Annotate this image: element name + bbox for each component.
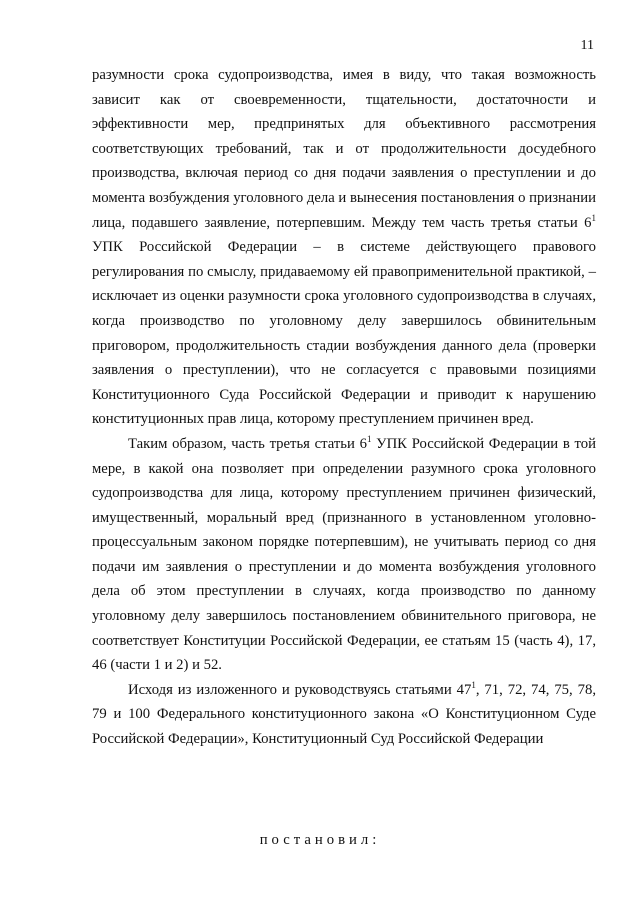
paragraph-legal-basis	[92, 678, 596, 752]
page-number: 11	[580, 38, 594, 53]
paragraph-reasonable-time	[92, 63, 596, 432]
document-body	[92, 63, 596, 752]
resolution-heading: постановил:	[259, 832, 381, 848]
superscript-index: 1	[366, 433, 372, 444]
paragraph-text: Таким образом, часть третья статьи 6	[128, 435, 367, 452]
paragraph-conclusion	[92, 432, 596, 678]
paragraph-text: , 71, 72, 74, 75, 78, 79 и 100 Федерального конституционного закона «О Конституционном Суде Российской Федерации», Конституционный Суд Российской Федерации	[92, 681, 597, 748]
paragraph-text: УПК Российской Федерации в той мере, в какой она позволяет при определении разумного срока уголовного судопроизводства для лица, которому преступлением причинен физический, имущественный, моральный вред (признанного в установленном уголовно-процессуальным законом порядке потерпевшим), не учитывать период со дня подачи им заявления о преступлении и до момента возбуждения уголовного дела об этом преступлении в случаях, когда производство по данному уголовному делу завершилось постановлением обвинительного приговора, не соответствует Конституции Российской Федерации, ее статьям 15 (часть 4), 17, 46 (части 1 и 2) и 52.	[92, 435, 596, 674]
paragraph-text: УПК Российской Федерации – в системе действующего правового регулирования по смыслу, придаваемому ей правоприменительной практикой, – исключает из оценки разумности срока уголовного судопроизводства в случаях, когда производство по уголовному делу завершилось обвинительным приговором, продолжительность стадии возбуждения данного дела (проверки заявления о преступлении), что не согласуется с правовыми позициями Конституционного Суда Российской Федерации и приводит к нарушению конституционных прав лица, которому преступлением причинен вред.	[92, 239, 596, 428]
paragraph-text: разумности срока судопроизводства, имея в виду, что такая возможность зависит как от своевременности, тщательности, достаточности и эффективности мер, предпринятых для объективного рассмотрения соответствующих требований, так и от продолжительности досудебного производства, включая период со дня подачи заявления о преступлении и до момента возбуждения уголовного дела и вынесения постановления о признании лица, подавшего заявление, потерпевшим. Между тем часть третья статьи 6	[92, 67, 596, 231]
paragraph-text: Исходя из изложенного и руководствуясь статьями 47	[128, 681, 472, 698]
superscript-index: 1	[591, 212, 596, 223]
superscript-index: 1	[471, 679, 476, 690]
